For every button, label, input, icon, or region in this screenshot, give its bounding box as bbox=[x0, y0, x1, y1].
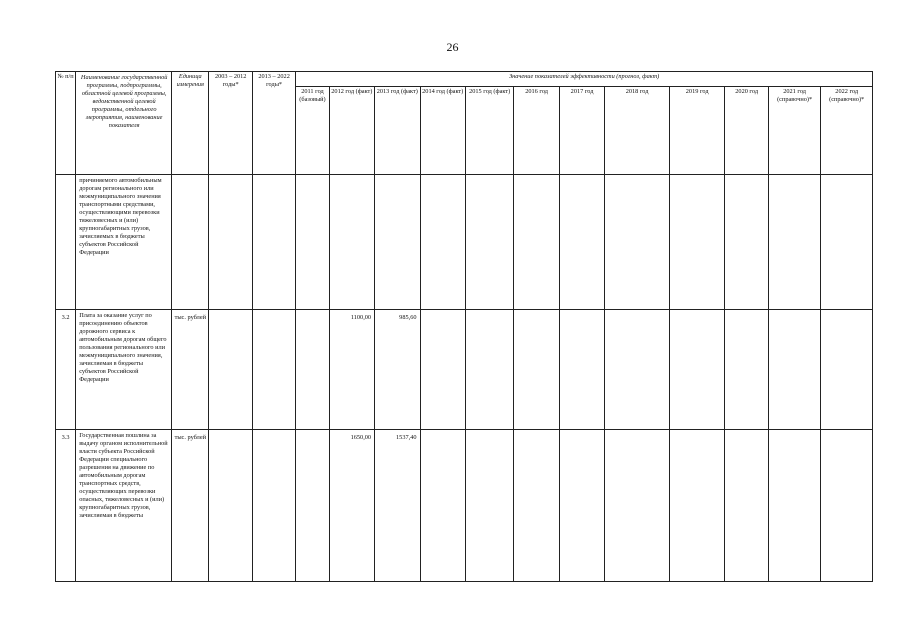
header-year-2014: 2014 год (факт) bbox=[420, 87, 465, 175]
value-2015 bbox=[465, 430, 513, 582]
value-2014 bbox=[420, 175, 465, 310]
header-year-2013: 2013 год (факт) bbox=[375, 87, 420, 175]
header-year-2021: 2021 год (справочно)* bbox=[768, 87, 821, 175]
value-2020 bbox=[725, 310, 768, 430]
indicator-name: причиняемого автомобильным дорогам регионального или межмуниципального значения транспортными средствами, осуществляющими перевозки тяжеловесных и (или) крупногабаритных грузов, зачисляемых в бюджеты субъектов Российской Федерации bbox=[76, 175, 172, 310]
value-2011 bbox=[296, 310, 329, 430]
value-2011 bbox=[296, 430, 329, 582]
row-number: 3.2 bbox=[56, 310, 76, 430]
value-2014 bbox=[420, 430, 465, 582]
value-2012: 1100,00 bbox=[329, 310, 374, 430]
value-2022 bbox=[821, 310, 873, 430]
header-year-2015: 2015 год (факт) bbox=[465, 87, 513, 175]
value-2012: 1650,00 bbox=[329, 430, 374, 582]
value-2003-2012 bbox=[209, 430, 252, 582]
page-number: 26 bbox=[446, 40, 459, 54]
indicator-name: Плата за оказание услуг по присоединению объектов дорожного сервиса к автомобильным дорогам общего пользования регионального или межмуниципального значения, зачисляемая в бюджеты субъектов Российской Федерации bbox=[76, 310, 172, 430]
unit-cell: тыс. рублей bbox=[172, 430, 209, 582]
value-2020 bbox=[725, 175, 768, 310]
header-year-2018: 2018 год bbox=[605, 87, 670, 175]
table-row bbox=[56, 310, 873, 430]
value-2021 bbox=[768, 310, 821, 430]
value-2012 bbox=[329, 175, 374, 310]
value-2021 bbox=[768, 175, 821, 310]
value-2013-2022 bbox=[252, 310, 295, 430]
value-2013 bbox=[375, 175, 420, 310]
value-2018 bbox=[605, 430, 670, 582]
header-year-2012: 2012 год (факт) bbox=[329, 87, 374, 175]
row-number bbox=[56, 175, 76, 310]
header-col-name: Наименование государственной программы, подпрограммы, областной целевой программы, ведомственной целевой программы, отдельного мероприятия, наименование показателя bbox=[76, 72, 172, 175]
value-2017 bbox=[559, 310, 604, 430]
header-col-2003-2012: 2003 – 2012 годы* bbox=[209, 72, 252, 175]
table-row bbox=[56, 175, 873, 310]
value-2016 bbox=[514, 175, 559, 310]
value-2016 bbox=[514, 310, 559, 430]
value-2014 bbox=[420, 310, 465, 430]
value-2016 bbox=[514, 430, 559, 582]
value-2017 bbox=[559, 430, 604, 582]
value-2018 bbox=[605, 175, 670, 310]
indicators-table bbox=[55, 71, 873, 582]
header-col-2013-2022: 2013 – 2022 годы* bbox=[252, 72, 295, 175]
value-2011 bbox=[296, 175, 329, 310]
value-2013: 985,60 bbox=[375, 310, 420, 430]
header-year-2022: 2022 год (справочно)* bbox=[821, 87, 873, 175]
value-2013-2022 bbox=[252, 175, 295, 310]
value-2020 bbox=[725, 430, 768, 582]
value-2017 bbox=[559, 175, 604, 310]
value-2019 bbox=[669, 175, 725, 310]
header-year-2019: 2019 год bbox=[669, 87, 725, 175]
value-2013: 1537,40 bbox=[375, 430, 420, 582]
header-group-title: Значение показателей эффективности (прогноз, факт) bbox=[296, 72, 873, 87]
header-year-2016: 2016 год bbox=[514, 87, 559, 175]
header-col-no: № п/п bbox=[56, 72, 76, 175]
value-2022 bbox=[821, 175, 873, 310]
unit-cell: тыс. рублей bbox=[172, 310, 209, 430]
value-2022 bbox=[821, 430, 873, 582]
row-number: 3.3 bbox=[56, 430, 76, 582]
unit-cell bbox=[172, 175, 209, 310]
value-2021 bbox=[768, 430, 821, 582]
value-2015 bbox=[465, 175, 513, 310]
header-year-2017: 2017 год bbox=[559, 87, 604, 175]
value-2018 bbox=[605, 310, 670, 430]
header-year-2020: 2020 год bbox=[725, 87, 768, 175]
header-col-unit: Единица измерения bbox=[172, 72, 209, 175]
indicator-name: Государственная пошлина за выдачу органом исполнительной власти субъекта Российской Федерации специального разрешения на движение по автомобильным дорогам транспортных средств, осуществляющих перевозки опасных, тяжеловесных и (или) крупногабаритных грузов, зачисляемая в бюджеты bbox=[76, 430, 172, 582]
value-2019 bbox=[669, 430, 725, 582]
header-year-2011: 2011 год (базовый) bbox=[296, 87, 329, 175]
value-2003-2012 bbox=[209, 310, 252, 430]
value-2013-2022 bbox=[252, 430, 295, 582]
table-row bbox=[56, 430, 873, 582]
value-2003-2012 bbox=[209, 175, 252, 310]
value-2019 bbox=[669, 310, 725, 430]
value-2015 bbox=[465, 310, 513, 430]
